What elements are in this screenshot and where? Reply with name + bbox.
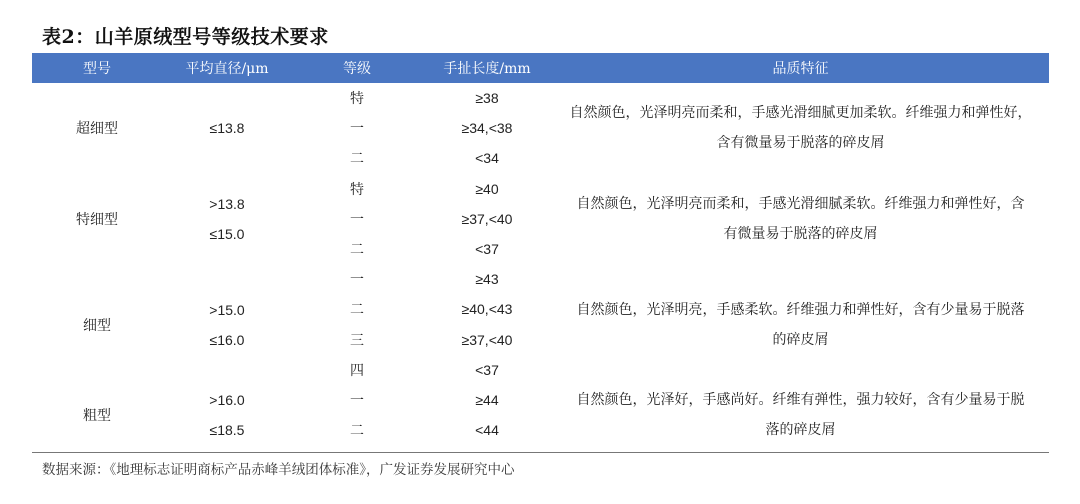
length-cell: ≥40,<43 (461, 301, 513, 318)
length-cell: <37 (475, 361, 499, 378)
diameter-cell (162, 174, 292, 265)
spec-table (32, 53, 1049, 445)
quality-line: 的碎皮屑 (772, 331, 829, 348)
grade-cell: 二 (350, 151, 364, 168)
quality-cell (552, 174, 1049, 265)
diameter-line: >16.0 (209, 392, 245, 409)
diameter-line: ≤13.8 (209, 120, 245, 137)
quality-line: 自然颜色，光泽明亮，手感柔软。纤维强力和弹性好，含有少量易于脱落 (576, 301, 1025, 318)
quality-line: 自然颜色，光泽好，手感尚好。纤维有弹性，强力较好，含有少量易于脱 (576, 392, 1025, 409)
diameter-line: ≤15.0 (209, 225, 245, 242)
quality-line: 有微量易于脱落的碎皮屑 (723, 225, 878, 242)
model-cell: 特细型 (76, 211, 118, 228)
quality-line: 含有微量易于脱落的碎皮屑 (716, 135, 885, 152)
grade-cell: 二 (350, 423, 364, 440)
length-cell: ≥44 (475, 391, 499, 408)
length-cell: ≥37,<40 (461, 331, 513, 348)
table-row (32, 385, 1049, 415)
length-cell: ≥43 (475, 271, 499, 288)
grade-cell: 二 (350, 302, 364, 319)
model-cell: 粗型 (83, 408, 111, 425)
length-cell: <44 (475, 422, 499, 439)
header-grade: 等级 (292, 53, 422, 83)
data-source-note: 数据来源：《地理标志证明商标产品赤峰羊绒团体标准》，广发证券发展研究中心 (42, 462, 515, 478)
header-diameter: 平均直径/μm (162, 53, 292, 83)
grade-cell: 一 (350, 272, 364, 289)
quality-cell (552, 83, 1049, 174)
length-cell: ≥40 (475, 180, 499, 197)
header-quality: 品质特征 (552, 53, 1049, 83)
quality-line: 落的碎皮屑 (765, 422, 836, 439)
diameter-cell (162, 385, 292, 445)
grade-cell: 特 (350, 181, 364, 198)
length-cell: ≥34,<38 (461, 120, 513, 137)
length-cell: <37 (475, 241, 499, 258)
header-length: 手扯长度/mm (422, 53, 552, 83)
quality-line: 自然颜色，光泽明亮而柔和，手感光滑细腻柔软。纤维强力和弹性好，含 (576, 195, 1025, 212)
header-model: 型号 (32, 53, 162, 83)
grade-cell: 特 (350, 91, 364, 108)
diameter-line: >15.0 (209, 301, 245, 318)
table-title: 表2：山羊原绒型号等级技术要求 (42, 26, 329, 48)
diameter-cell (162, 264, 292, 385)
quality-line: 自然颜色，光泽明亮而柔和，手感光滑细腻更加柔软。纤维强力和弹性好， (569, 105, 1032, 122)
length-cell: ≥37,<40 (461, 210, 513, 227)
diameter-line: >13.8 (209, 195, 245, 212)
quality-cell (552, 385, 1049, 445)
diameter-cell (162, 83, 292, 174)
grade-cell: 一 (350, 392, 364, 409)
diameter-line: ≤16.0 (209, 331, 245, 348)
grade-cell: 四 (350, 362, 364, 379)
model-cell: 超细型 (76, 121, 118, 138)
diameter-line: ≤18.5 (209, 422, 245, 439)
length-cell: ≥38 (475, 90, 499, 107)
quality-cell (552, 264, 1049, 385)
table-row (32, 83, 1049, 113)
grade-cell: 三 (350, 332, 364, 349)
grade-cell: 一 (350, 121, 364, 138)
grade-cell: 二 (350, 242, 364, 259)
model-cell: 细型 (83, 317, 111, 334)
length-cell: <34 (475, 150, 499, 167)
table-header-row (32, 53, 1049, 83)
table-bottom-rule (32, 452, 1049, 453)
table-row (32, 264, 1049, 294)
table-row (32, 174, 1049, 204)
grade-cell: 一 (350, 211, 364, 228)
